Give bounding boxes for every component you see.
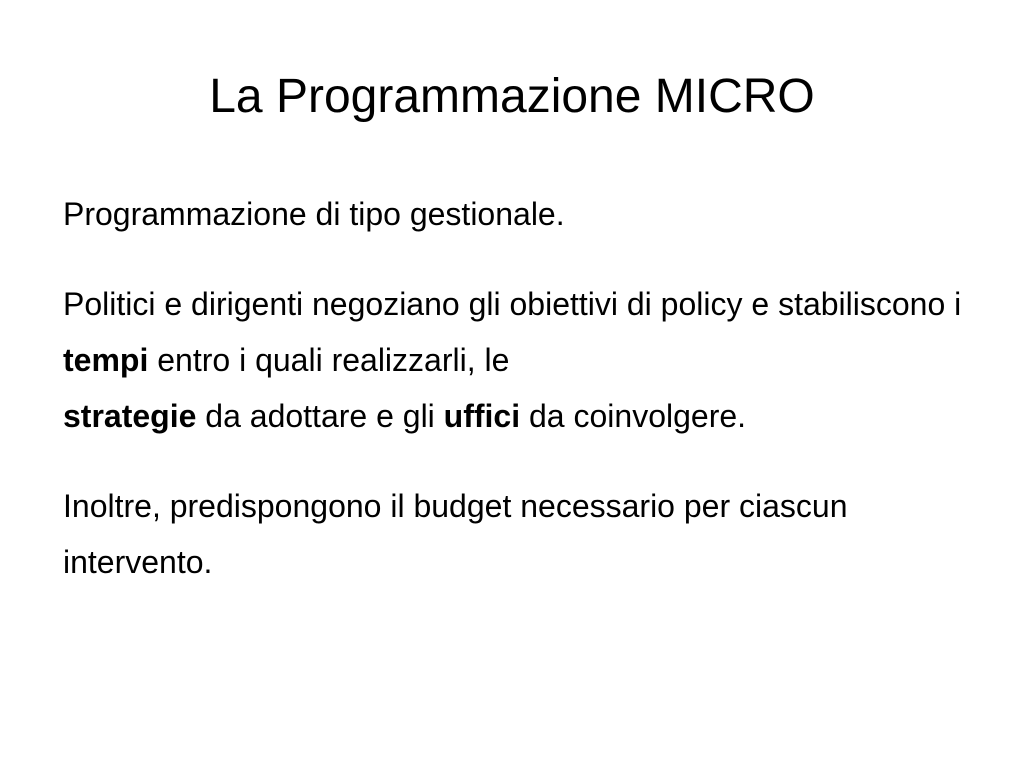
- keyword-uffici: uffici: [443, 398, 521, 434]
- paragraph-budget: Inoltre, predispongono il budget necessario per ciascun intervento.: [63, 488, 848, 580]
- keyword-strategie: strategie: [63, 398, 197, 434]
- slide-title: La Programmazione MICRO: [209, 70, 815, 123]
- paragraph-negotiation-text-3: da adottare e gli: [196, 398, 444, 434]
- slide-body: [63, 186, 983, 590]
- paragraph-negotiation: [63, 276, 983, 444]
- keyword-tempi: tempi: [63, 342, 149, 378]
- paragraph-management: Programmazione di tipo gestionale.: [63, 196, 565, 232]
- paragraph-negotiation-text-1: Politici e dirigenti negoziano gli obiettivi di policy e stabiliscono i: [63, 286, 962, 322]
- paragraph-negotiation-text-2: entro i quali realizzarli, le: [148, 342, 510, 378]
- paragraph-negotiation-text-4: da coinvolgere.: [520, 398, 747, 434]
